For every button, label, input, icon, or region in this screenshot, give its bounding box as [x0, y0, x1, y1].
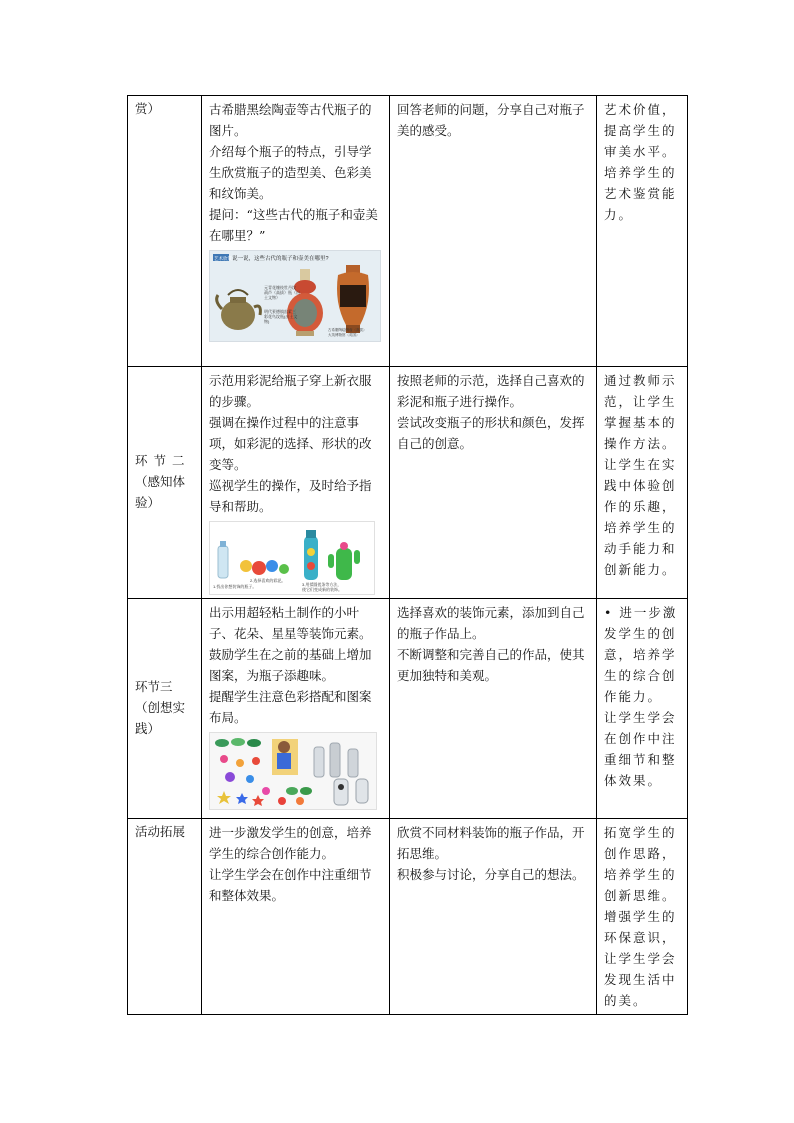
stage-label: 验）	[135, 496, 161, 510]
ancient-vases-image	[209, 250, 381, 342]
note-middle-6: 物)	[264, 319, 270, 324]
student-activity-text: 回答老师的问题，分享自己对瓶子美的感受。	[397, 102, 585, 138]
teacher-activity-text: 强调在操作过程中的注意事项，如彩泥的选择、形状的改变等。	[209, 415, 372, 472]
note-middle-1: 元青花缠枝牡丹纹	[264, 285, 296, 290]
note-right-2: 大英博物馆（英国）	[328, 333, 360, 337]
teacher-activity-text: 进一步激发学生的创意，培养学生的综合创作能力。	[209, 825, 372, 861]
stage-label: （感知体	[135, 475, 186, 489]
teacher-activity-text: 古希腊黑绘陶壶等古代瓶子的图片。	[209, 102, 372, 138]
step-caption-1: 1.找出你想装饰的瓶子。	[213, 584, 257, 589]
stage-label: 环节三	[135, 680, 173, 694]
teacher-activity-cell	[202, 599, 390, 819]
student-activity-text: 欣赏不同材料装饰的瓶子作品，开拓思维。	[397, 825, 585, 861]
stage-cell	[128, 819, 202, 1015]
stage-cell	[128, 96, 202, 367]
stage-cell	[128, 367, 202, 599]
design-intent-cell	[597, 367, 688, 599]
design-intent-cell	[597, 819, 688, 1015]
plastic-bottle-icon	[218, 541, 228, 578]
table-row	[128, 367, 688, 599]
design-intent-cell	[597, 96, 688, 367]
note-middle-5: 彩花鸟纹瓶(出土文	[264, 314, 298, 319]
student-activity-text: 按照老师的示范，选择自己喜欢的彩泥和瓶子进行操作。	[397, 373, 585, 409]
teacher-activity-text: 鼓励学生在之前的基础上增加图案，为瓶子添趣味。	[209, 647, 372, 683]
stage-label: 赏）	[135, 102, 161, 116]
student-activity-text: 不断调整和完善自己的作品，使其更加独特和美观。	[397, 647, 585, 683]
step-caption-2: 2.选择喜欢的彩泥。	[250, 578, 286, 583]
teacher-activity-text: 让学生学会在创作中注重细节和整体效果。	[209, 867, 372, 903]
student-activity-cell	[390, 367, 597, 599]
design-intent-text: 培养学生的艺术鉴赏能力。	[604, 165, 677, 222]
note-middle-3: 土文物）	[264, 295, 280, 300]
stage-label: （创想实	[135, 701, 186, 715]
note-right-1: 古希腊陶绘陶壶（高拔）	[328, 328, 367, 332]
clay-decorations-image	[209, 732, 377, 810]
student-activity-text: 选择喜欢的装饰元素，添加到自己的瓶子作品上。	[397, 605, 585, 641]
decorated-bottle-icon	[304, 530, 318, 580]
stage-label: 环节二	[135, 454, 191, 468]
note-middle-2: 葫芦（高拔）瓶（出	[264, 290, 300, 295]
teacher-activity-text: 出示用超轻粘土制作的小叶子、花朵、星星等装饰元素。	[209, 605, 372, 641]
table-row	[128, 599, 688, 819]
student-activity-text: 积极参与讨论，分享自己的想法。	[397, 867, 585, 882]
clay-bottle-steps-image	[209, 521, 375, 595]
student-activity-cell	[390, 819, 597, 1015]
table-row	[128, 819, 688, 1015]
student-activity-text: 尝试改变瓶子的形状和颜色，发挥自己的创意。	[397, 415, 585, 451]
design-intent-text: 让学生在实践中体验创作的乐趣，培养学生的动手能力和创新能力。	[604, 457, 677, 577]
teacher-activity-text: 提醒学生注意色彩搭配和图案布局。	[209, 689, 372, 725]
stage-label: 活动拓展	[135, 825, 186, 839]
teacher-activity-text: 示范用彩泥给瓶子穿上新衣服的步骤。	[209, 373, 372, 409]
step-caption-3a: 3.用揉圆搓条等方法，	[302, 582, 342, 587]
table-row	[128, 96, 688, 367]
design-intent-text: 艺术价值，提高学生的审美水平。	[604, 102, 677, 159]
student-activity-cell	[390, 599, 597, 819]
stage-cell	[128, 599, 202, 819]
teacher-activity-cell	[202, 819, 390, 1015]
teacher-activity-cell	[202, 367, 390, 599]
design-intent-text: 增强学生的环保意识，让学生学会发现生活中的美。	[604, 909, 677, 1008]
step-caption-3b: 使它们变成新的装饰。	[302, 587, 342, 592]
teacher-activity-text: 巡视学生的操作，及时给予指导和帮助。	[209, 478, 372, 514]
design-intent-cell	[597, 599, 688, 819]
design-intent-text: 让学生学会在创作中注重细节和整体效果。	[604, 710, 677, 788]
stage-label: 践）	[135, 722, 161, 736]
design-intent-text: • 进一步激发学生的创意，培养学生的综合创作能力。	[604, 605, 678, 704]
note-middle-4: 明代景德镇窑素三	[264, 309, 296, 314]
figure-tag: 艺术欣赏	[214, 256, 232, 261]
design-intent-text: 通过教师示范，让学生掌握基本的操作方法。	[604, 373, 677, 451]
teacher-activity-text: 介绍每个瓶子的特点，引导学生欣赏瓶子的造型美、色彩美和纹饰美。	[209, 144, 372, 201]
teacher-activity-text: 提问：“这些古代的瓶子和壶美在哪里？”	[209, 207, 378, 243]
figure-question: 说一说，这些古代的瓶子和壶美在哪里?	[232, 256, 329, 262]
teacher-activity-cell	[202, 96, 390, 367]
student-activity-cell	[390, 96, 597, 367]
lesson-plan-table	[127, 95, 688, 1015]
design-intent-text: 拓宽学生的创作思路，培养学生的创新思维。	[604, 825, 677, 903]
child-photo-icon	[272, 739, 298, 775]
